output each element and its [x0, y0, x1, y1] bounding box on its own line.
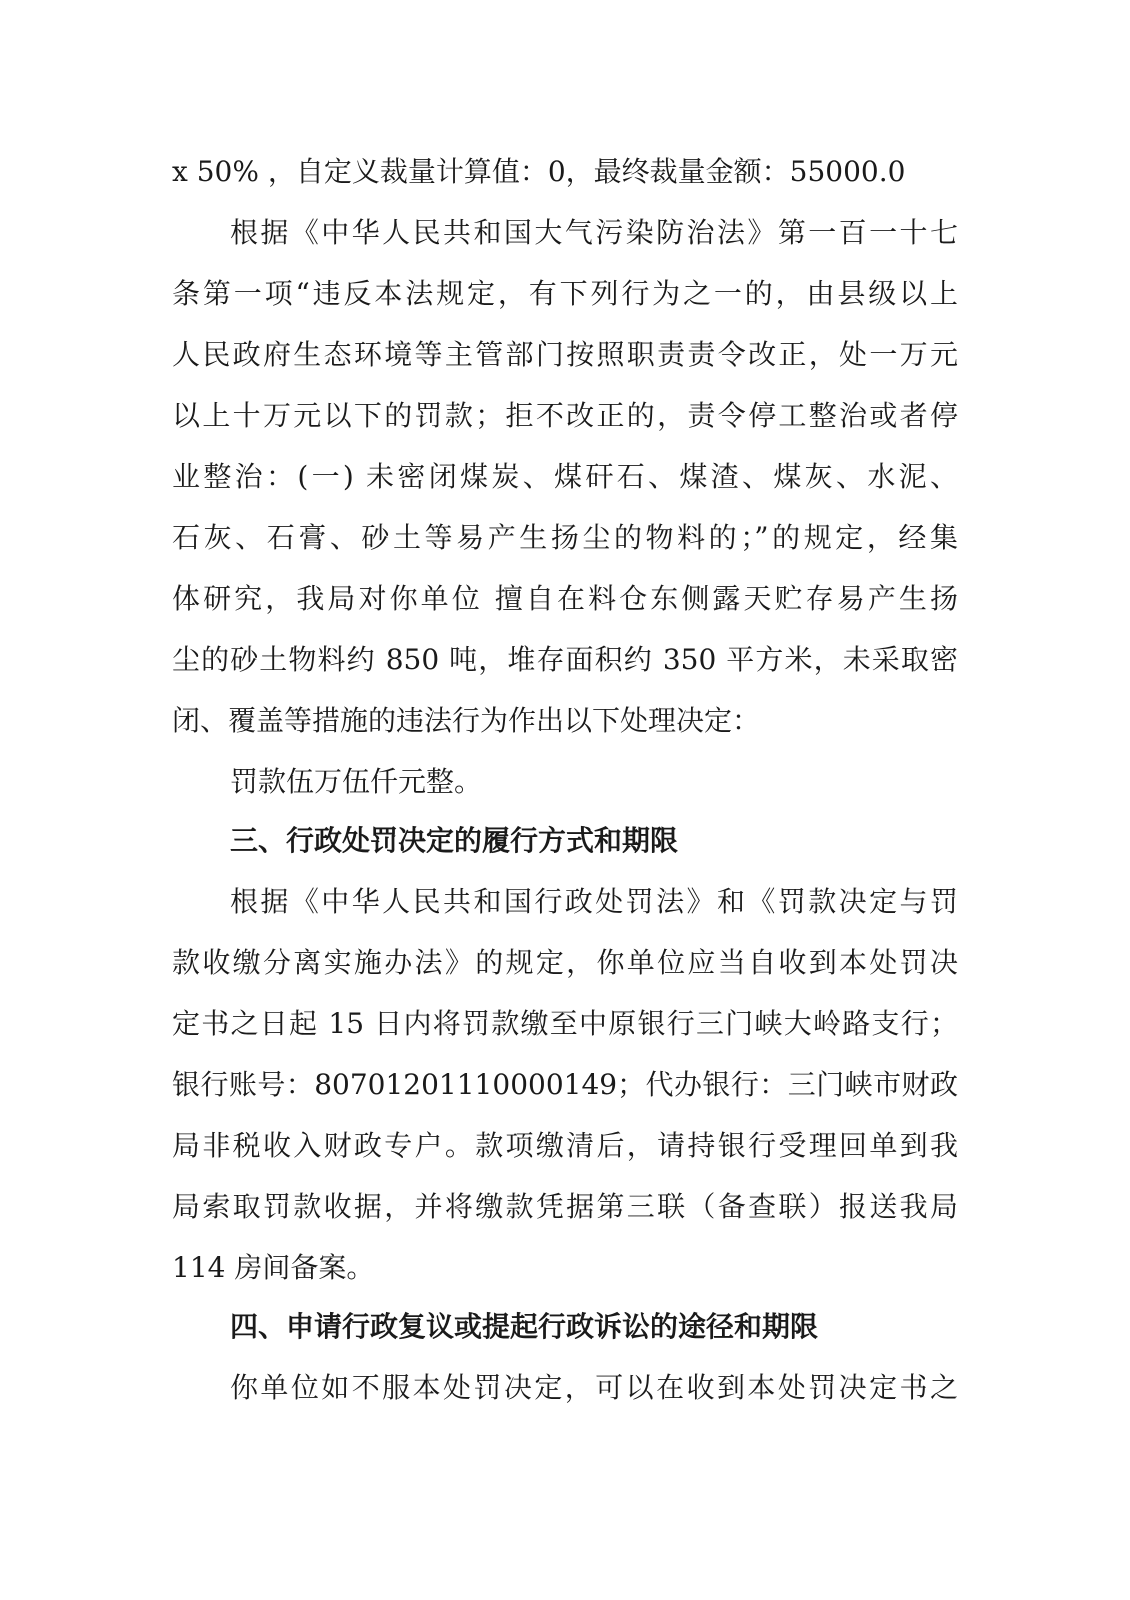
text-line: 尘的砂土物料约 850 吨，堆存面积约 350 平方米，未采取密 — [172, 643, 958, 676]
text-line: 体研究，我局对你单位 擅自在料仓东侧露天贮存易产生扬 — [172, 582, 958, 615]
text-line: 款收缴分离实施办法》的规定，你单位应当自收到本处罚决 — [172, 946, 958, 979]
text-line: 业整治：(一) 未密闭煤炭、煤矸石、煤渣、煤灰、水泥、 — [172, 460, 958, 493]
text-line: 石灰、石膏、砂土等易产生扬尘的物料的；”的规定，经集 — [172, 521, 958, 554]
text-line: 银行账号：80701201110000149；代办银行：三门峡市财政 — [172, 1068, 958, 1101]
text-line: x 50% ，自定义裁量计算值：0，最终裁量金额：55000.0 — [172, 155, 906, 188]
text-line: 114 房间备案。 — [172, 1251, 375, 1284]
text-line: 你单位如不服本处罚决定，可以在收到本处罚决定书之 — [230, 1371, 958, 1404]
text-line: 根据《中华人民共和国大气污染防治法》第一百一十七 — [230, 216, 958, 249]
text-line: 根据《中华人民共和国行政处罚法》和《罚款决定与罚 — [230, 885, 958, 918]
text-line: 局索取罚款收据，并将缴款凭据第三联（备查联）报送我局 — [172, 1190, 958, 1223]
text-line: 闭、覆盖等措施的违法行为作出以下处理决定： — [172, 704, 761, 737]
text-line: 以上十万元以下的罚款；拒不改正的，责令停工整治或者停 — [172, 399, 958, 432]
text-line: 条第一项“违反本法规定，有下列行为之一的，由县级以上 — [172, 277, 958, 310]
text-line: 局非税收入财政专户。款项缴清后，请持银行受理回单到我 — [172, 1129, 958, 1162]
text-line: 罚款伍万伍仟元整。 — [230, 765, 483, 798]
text-line: 定书之日起 15 日内将罚款缴至中原银行三门峡大岭路支行； — [172, 1007, 958, 1040]
text-line: 人民政府生态环境等主管部门按照职责责令改正，处一万元 — [172, 338, 958, 371]
section-heading-3: 三、行政处罚决定的履行方式和期限 — [230, 824, 679, 857]
section-heading-4: 四、申请行政复议或提起行政诉讼的途径和期限 — [230, 1310, 819, 1343]
